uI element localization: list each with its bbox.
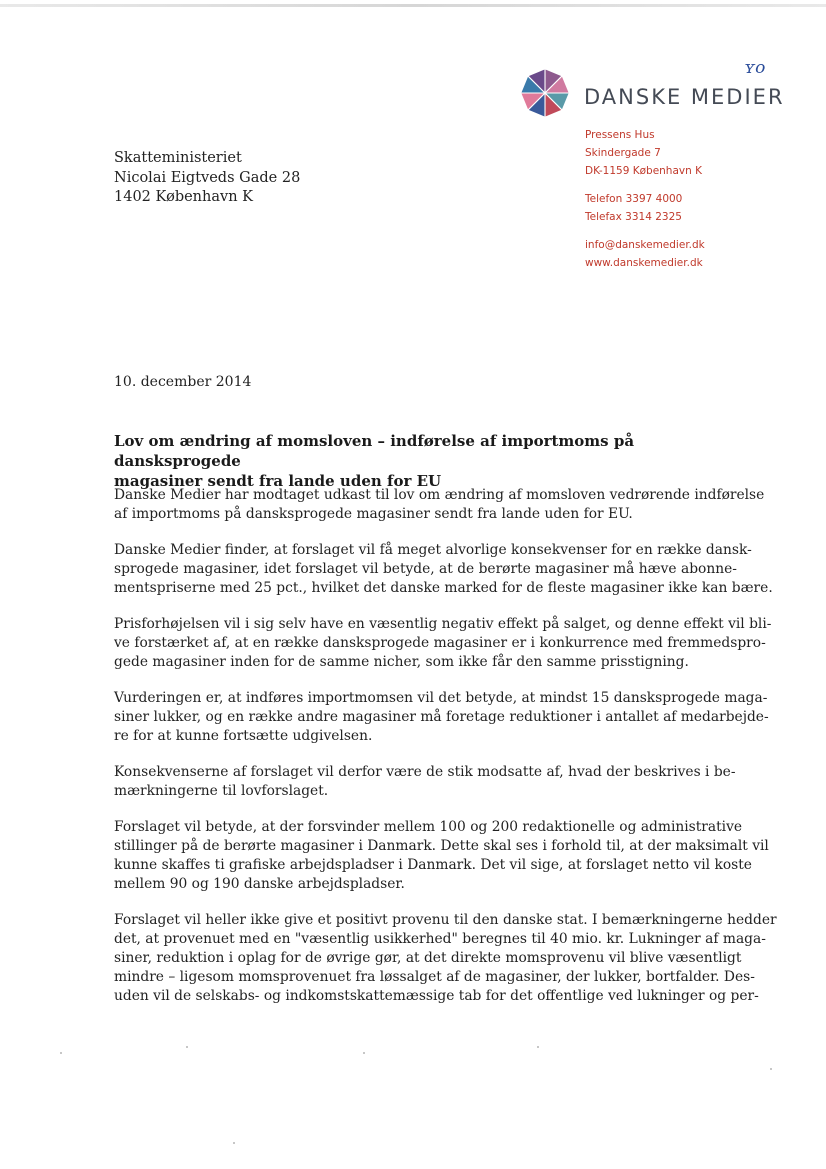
handwritten-note: ʏo — [744, 58, 766, 78]
body-line: Forslaget vil betyde, at der forsvinder mellem 100 og 200 redaktionelle og administrative — [114, 819, 743, 835]
recipient-line: 1402 København K — [114, 189, 253, 205]
body-line: mellem 90 og 190 danske arbejdspladser. — [114, 876, 405, 892]
body-line: Prisforhøjelsen vil i sig selv have en væsentlig negativ effekt på salget, og denne effekt vil bli- — [114, 616, 772, 632]
subject-line: Lov om ændring af momsloven – indførelse af importmoms på dansksprogede — [114, 432, 635, 470]
sender-email-link[interactable]: info@danskemedier.dk — [585, 239, 705, 251]
body-line: sprogede magasiner, idet forslaget vil betyde, at de berørte magasiner må hæve abonne- — [114, 561, 737, 577]
body-line: Danske Medier finder, at forslaget vil få meget alvorlige konsekvenser for en række dansk- — [114, 542, 752, 558]
body-line: Danske Medier har modtaget udkast til lov om ændring af momsloven vedrørende indførelse — [114, 487, 765, 503]
body-line: Konsekvenserne af forslaget vil derfor være de stik modsatte af, hvad der beskrives i be- — [114, 764, 736, 780]
recipient-line: Skatteministeriet — [114, 150, 242, 166]
logo-wordmark: DANSKE MEDIER — [584, 85, 785, 109]
body-line: mentspriserne med 25 pct., hvilket det danske marked for de fleste magasiner ikke kan bære. — [114, 580, 773, 596]
body-line: ve forstærket af, at en række dansksprogede magasiner er i konkurrence med fremmedspro- — [114, 635, 766, 651]
body-line: siner, reduktion i oplag for de øvrige gør, at det direkte momsprovenu vil blive væsentligt — [114, 950, 742, 966]
body-line: Vurderingen er, at indføres importmomsen vil det betyde, at mindst 15 dansksprogede maga- — [114, 690, 768, 706]
body-line: re for at kunne fortsætte udgivelsen. — [114, 728, 373, 744]
letter-subject — [114, 431, 714, 491]
scan-top-edge — [0, 4, 826, 7]
sender-website-link[interactable]: www.danskemedier.dk — [585, 257, 703, 269]
letter-body — [114, 486, 777, 1023]
letter-date: 10. december 2014 — [114, 374, 252, 390]
body-line: Forslaget vil heller ikke give et positivt provenu til den danske stat. I bemærkningerne hedder — [114, 912, 777, 928]
sender-phone: Telefon 3397 4000 — [585, 193, 683, 205]
sender-address-block — [585, 126, 705, 272]
body-paragraph — [114, 541, 773, 598]
body-line: mærkningerne til lovforslaget. — [114, 783, 329, 799]
body-paragraph — [114, 615, 772, 672]
body-line: uden vil de selskabs- og indkomstskattemæssige tab for det offentlige ved lukninger og per- — [114, 988, 759, 1004]
body-line: kunne skaffes ti grafiske arbejdspladser i Danmark. Det vil sige, at forslaget netto vil koste — [114, 857, 752, 873]
body-line: siner lukker, og en række andre magasiner må foretage reduktioner i antallet af medarbejde- — [114, 709, 769, 725]
sender-address-line: Skindergade 7 — [585, 147, 661, 159]
body-line: af importmoms på dansksprogede magasiner sendt fra lande uden for EU. — [114, 506, 633, 522]
body-paragraph — [114, 818, 769, 894]
sender-address-line: DK-1159 København K — [585, 165, 702, 177]
danske-medier-logo-icon — [518, 66, 572, 120]
scan-speck — [186, 1046, 188, 1048]
scan-speck — [770, 1068, 772, 1070]
scan-speck — [233, 1142, 235, 1144]
scan-speck — [537, 1046, 539, 1048]
body-line: det, at provenuet med en "væsentlig usikkerhed" beregnes til 40 mio. kr. Lukninger af maga- — [114, 931, 766, 947]
scan-speck — [363, 1052, 365, 1054]
body-line: stillinger på de berørte magasiner i Danmark. Dette skal ses i forhold til, at der maksimalt vil — [114, 838, 769, 854]
body-paragraph — [114, 911, 777, 1006]
scan-speck — [60, 1052, 62, 1054]
body-paragraph — [114, 486, 765, 524]
recipient-address-block — [114, 149, 300, 208]
body-paragraph — [114, 689, 769, 746]
body-line: mindre – ligesom momsprovenuet fra løssalget af de magasiner, der lukker, bortfalder. Des- — [114, 969, 755, 985]
sender-address-line: Pressens Hus — [585, 129, 655, 141]
sender-fax: Telefax 3314 2325 — [585, 211, 682, 223]
recipient-line: Nicolai Eigtveds Gade 28 — [114, 169, 301, 186]
body-line: gede magasiner inden for de samme nicher, som ikke får den samme prisstigning. — [114, 654, 689, 670]
body-paragraph — [114, 763, 736, 801]
subject-line: magasiner sendt fra lande uden for EU — [114, 472, 442, 490]
